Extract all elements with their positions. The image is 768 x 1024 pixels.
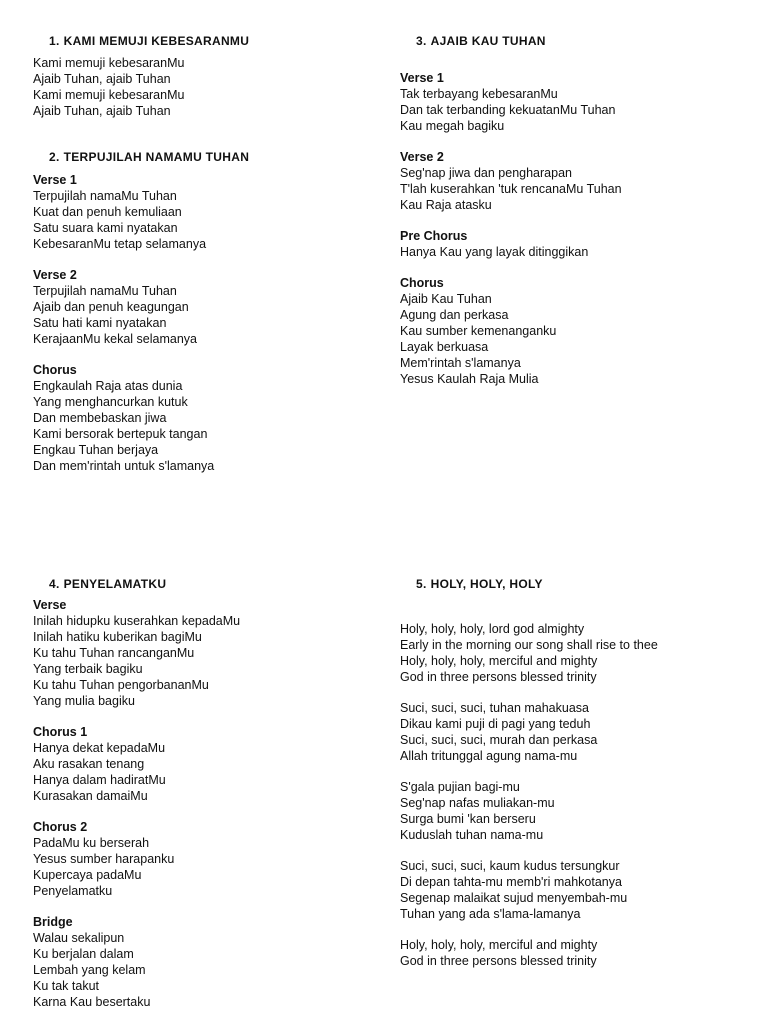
lyric-line: Tak terbayang kebesaranMu [400,87,558,101]
lyric-line: Kami memuji kebesaranMu [33,88,185,102]
song-number: 1. [49,34,60,48]
section-label: Chorus 2 [33,820,88,834]
lyric-line: Kurasakan damaiMu [33,789,148,803]
song-title-text: KAMI MEMUJI KEBESARANMU [63,34,250,48]
stanza-5 [400,937,760,969]
lyric-line: Surga bumi 'kan berseru [400,812,536,826]
section-chorus-2 [33,819,383,899]
lyric-line: Engkaulah Raja atas dunia [33,379,183,393]
song-title-text: HOLY, HOLY, HOLY [430,577,543,591]
song-title [49,33,383,49]
section-verse-2 [33,267,383,347]
stanza-4 [400,858,760,922]
song-title-text: AJAIB KAU TUHAN [430,34,546,48]
lyric-line: Suci, suci, suci, kaum kudus tersungkur [400,859,620,873]
section-verse-1 [33,172,383,252]
lyric-line: Tuhan yang ada s'lama-lamanya [400,907,581,921]
song-3 [400,33,750,387]
lyric-line: Hanya Kau yang layak ditinggikan [400,245,589,259]
section-verse-1 [400,70,750,134]
lyric-line: Layak berkuasa [400,340,489,354]
section-verse-2 [400,149,750,213]
song-number: 3. [416,34,427,48]
lyric-line: God in three persons blessed trinity [400,670,597,684]
lyric-line: Agung dan perkasa [400,308,509,322]
lyric-line: Dan membebaskan jiwa [33,411,167,425]
song-1 [33,33,383,119]
lyric-line: Early in the morning our song shall rise to thee [400,638,658,652]
lyric-line: Kupercaya padaMu [33,868,142,882]
section-label: Pre Chorus [400,229,468,243]
song-number: 5. [416,577,427,591]
lyric-line: KerajaanMu kekal selamanya [33,332,197,346]
lyric-line: Ajaib Kau Tuhan [400,292,492,306]
lyric-line: S'gala pujian bagi-mu [400,780,520,794]
section-label: Verse 1 [400,71,444,85]
section-bridge [33,914,383,1010]
section-verse [33,597,383,709]
lyric-line: Kami memuji kebesaranMu [33,56,185,70]
section-label: Bridge [33,915,73,929]
song-title [49,149,383,165]
song-4 [33,576,383,1010]
lyric-line: Holy, holy, holy, lord god almighty [400,622,585,636]
lyric-line: Kuat dan penuh kemuliaan [33,205,182,219]
lyric-line: Kau sumber kemenanganku [400,324,557,338]
lyric-line: PadaMu ku berserah [33,836,150,850]
song-2 [33,149,383,474]
lyric-line: KebesaranMu tetap selamanya [33,237,207,251]
section-chorus-1 [33,724,383,804]
lyric-line: Holy, holy, holy, merciful and mighty [400,654,598,668]
song-title [416,33,750,49]
lyric-line: Yesus Kaulah Raja Mulia [400,372,539,386]
lyric-line: Dan mem'rintah untuk s'lamanya [33,459,215,473]
stanza-1 [400,621,760,685]
lyric-line: Satu suara kami nyatakan [33,221,178,235]
lyric-line: Ajaib Tuhan, ajaib Tuhan [33,72,171,86]
section-label: Verse 2 [33,268,77,282]
lyric-line: Walau sekalipun [33,931,125,945]
section-label: Verse 1 [33,173,77,187]
song-title [416,576,760,592]
lyric-line: Terpujilah namaMu Tuhan [33,284,177,298]
lyric-line: Dikau kami puji di pagi yang teduh [400,717,591,731]
lyric-line: Ajaib Tuhan, ajaib Tuhan [33,104,171,118]
lyric-line: Mem'rintah s'lamanya [400,356,521,370]
section-label: Verse [33,598,67,612]
lyric-line: Engkau Tuhan berjaya [33,443,159,457]
lyric-line: Kuduslah tuhan nama-mu [400,828,544,842]
lyric-line: Kau Raja atasku [400,198,492,212]
lyric-line: Kami bersorak bertepuk tangan [33,427,208,441]
lyric-line: Karna Kau besertaku [33,995,151,1009]
song-number: 4. [49,577,60,591]
lyric-line: Ajaib dan penuh keagungan [33,300,189,314]
section-label: Verse 2 [400,150,444,164]
section-label: Chorus [33,363,77,377]
lyric-line: Kau megah bagiku [400,119,505,133]
lyric-line: Suci, suci, suci, tuhan mahakuasa [400,701,589,715]
lyric-line: Inilah hidupku kuserahkan kepadaMu [33,614,241,628]
section-chorus [400,275,750,387]
lyric-line: Suci, suci, suci, murah dan perkasa [400,733,598,747]
lyric-line: Hanya dalam hadiratMu [33,773,166,787]
lyric-line: Seg'nap jiwa dan pengharapan [400,166,572,180]
section-chorus [33,362,383,474]
lyrics-block [33,55,383,119]
lyric-line: Yang menghancurkan kutuk [33,395,188,409]
lyric-line: Lembah yang kelam [33,963,146,977]
lyric-line: Di depan tahta-mu memb'ri mahkotanya [400,875,622,889]
lyric-line: Ku tahu Tuhan pengorbananMu [33,678,209,692]
stanza-2 [400,700,760,764]
lyric-line: Hanya dekat kepadaMu [33,741,166,755]
lyric-line: Allah tritunggal agung nama-mu [400,749,578,763]
lyric-line: Ku berjalan dalam [33,947,134,961]
lyric-line: Inilah hatiku kuberikan bagiMu [33,630,202,644]
song-5 [400,576,760,969]
lyric-line: Ku tahu Tuhan rancanganMu [33,646,195,660]
lyric-line: Segenap malaikat sujud menyembah-mu [400,891,628,905]
lyric-line: Yang mulia bagiku [33,694,135,708]
lyric-line: Penyelamatku [33,884,113,898]
song-title [49,576,383,592]
lyric-line: Ku tak takut [33,979,100,993]
lyric-line: Dan tak terbanding kekuatanMu Tuhan [400,103,616,117]
lyric-line: Aku rasakan tenang [33,757,145,771]
song-number: 2. [49,150,60,164]
section-pre-chorus [400,228,750,260]
lyric-line: Terpujilah namaMu Tuhan [33,189,177,203]
lyric-line: Seg'nap nafas muliakan-mu [400,796,555,810]
section-label: Chorus 1 [33,725,88,739]
lyric-line: Yang terbaik bagiku [33,662,143,676]
lyric-line: T'lah kuserahkan 'tuk rencanaMu Tuhan [400,182,622,196]
section-label: Chorus [400,276,444,290]
stanza-3 [400,779,760,843]
lyric-line: Satu hati kami nyatakan [33,316,167,330]
song-title-text: TERPUJILAH NAMAMU TUHAN [63,150,250,164]
song-title-text: PENYELAMATKU [63,577,167,591]
lyric-line: Yesus sumber harapanku [33,852,175,866]
lyric-line: God in three persons blessed trinity [400,954,597,968]
lyric-line: Holy, holy, holy, merciful and mighty [400,938,598,952]
